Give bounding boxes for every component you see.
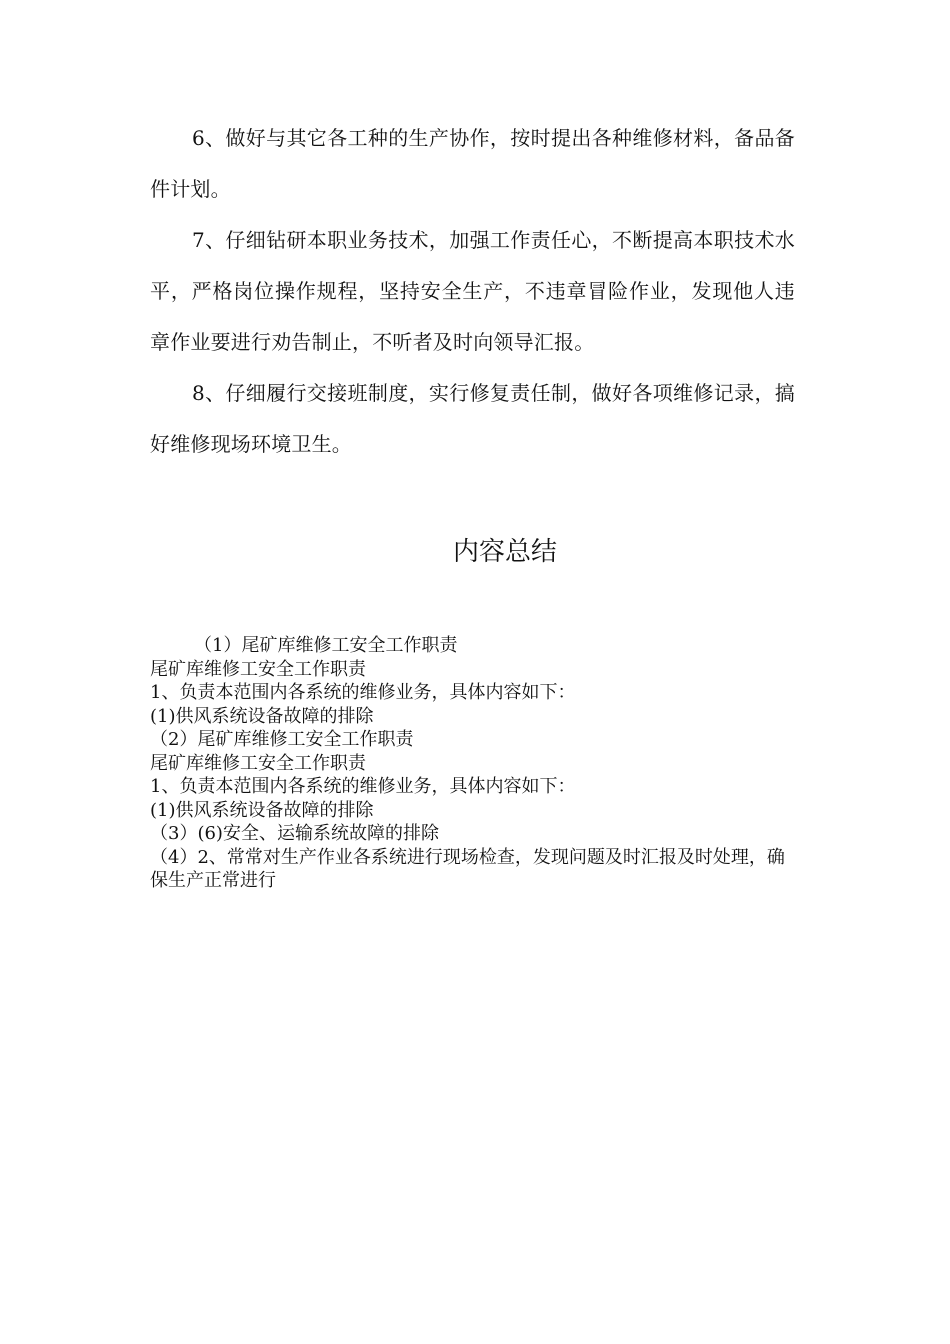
- paragraph-item-8: 8、仔细履行交接班制度，实行修复责任制，做好各项维修记录，搞好维修现场环境卫生。: [150, 381, 795, 456]
- summary-line: (1)供风系统设备故障的排除: [150, 799, 374, 821]
- summary-line: (1)供风系统设备故障的排除: [150, 705, 374, 727]
- summary-line: （2）尾矿库维修工安全工作职责: [150, 729, 414, 750]
- summary-section: [150, 634, 800, 893]
- paragraph-item-6: 6、做好与其它各工种的生产协作，按时提出各种维修材料，备品备件计划。: [150, 126, 795, 201]
- body-text: [150, 113, 795, 470]
- summary-line: （1）尾矿库维修工安全工作职责: [194, 635, 458, 656]
- summary-title: 内容总结: [452, 537, 557, 567]
- summary-line: （4）2、常常对生产作业各系统进行现场检查，发现问题及时汇报及时处理，确保生产正常进行: [150, 846, 785, 891]
- summary-line: 尾矿库维修工安全工作职责: [150, 752, 366, 774]
- summary-line: 尾矿库维修工安全工作职责: [150, 658, 366, 680]
- summary-line: 1、负责本范围内各系统的维修业务，具体内容如下：: [150, 682, 576, 703]
- summary-line: （3）(6)安全、运输系统故障的排除: [150, 823, 439, 844]
- summary-line: 1、负责本范围内各系统的维修业务，具体内容如下：: [150, 776, 576, 797]
- paragraph-item-7: 7、仔细钻研本职业务技术，加强工作责任心，不断提高本职技术水平，严格岗位操作规程，坚持安全生产，不违章冒险作业，发现他人违章作业要进行劝告制止，不听者及时向领导汇报。: [150, 228, 795, 354]
